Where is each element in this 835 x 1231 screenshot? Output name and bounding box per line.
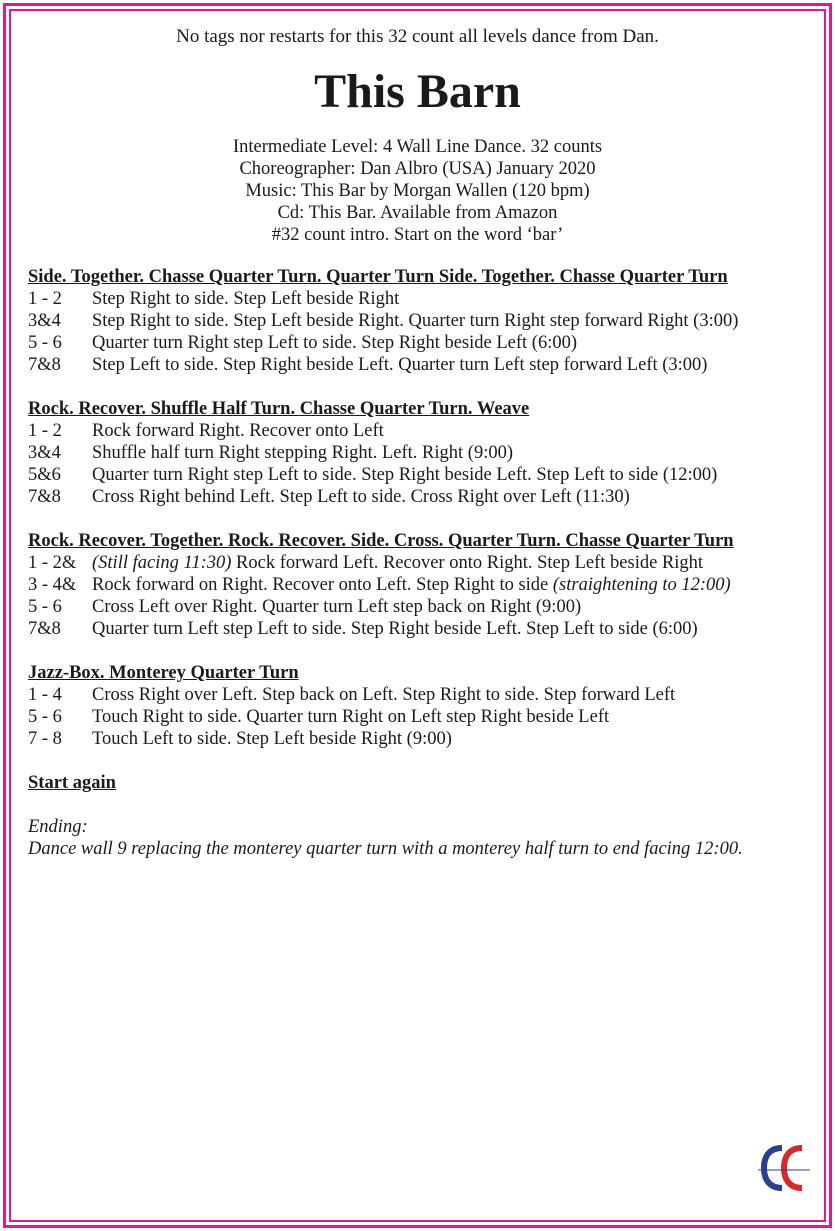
step-text: Touch Left to side. Step Left beside Right (9:00) (92, 729, 452, 749)
step-row (28, 288, 818, 310)
ending-label: Ending: (28, 817, 88, 837)
step-text: Cross Right over Left. Step back on Left. Step Right to side. Step forward Left (92, 685, 676, 705)
step-count: 7&8 (28, 487, 61, 507)
step-row (28, 706, 818, 728)
header-note: No tags nor restarts for this 32 count all levels dance from Dan. (176, 26, 659, 47)
step-row (28, 596, 818, 618)
ending-text: Dance wall 9 replacing the monterey quarter turn with a monterey half turn to end facing 12:00. (28, 839, 743, 859)
step-text: Step Left to side. Step Right beside Left. Quarter turn Left step forward Left (3:00) (92, 355, 708, 375)
info-cd: Cd: This Bar. Available from Amazon (277, 203, 558, 223)
step-text: Rock forward on Right. Recover onto Left. Step Right to side (92, 575, 553, 595)
section-heading: Rock. Recover. Shuffle Half Turn. Chasse Quarter Turn. Weave (28, 399, 530, 419)
step-count: 1 - 2 (28, 421, 62, 441)
dance-info (0, 136, 835, 246)
step-count: 7 - 8 (28, 729, 62, 749)
section-1 (28, 266, 818, 376)
step-text: Quarter turn Left step Left to side. Step Right beside Left. Step Left to side (6:00) (92, 619, 698, 639)
section-heading: Side. Together. Chasse Quarter Turn. Quarter Turn Side. Together. Chasse Quarter Turn (28, 267, 728, 287)
step-row (28, 332, 818, 354)
section-heading: Rock. Recover. Together. Rock. Recover. Side. Cross. Quarter Turn. Chasse Quarter Turn (28, 531, 734, 551)
step-row (28, 486, 818, 508)
step-row (28, 684, 818, 706)
step-row (28, 354, 818, 376)
step-facing-note: (Still facing 11:30) (92, 553, 232, 573)
step-count: 5 - 6 (28, 333, 62, 353)
info-level: Intermediate Level: 4 Wall Line Dance. 32 counts (232, 137, 603, 157)
info-choreographer: Choreographer: Dan Albro (USA) January 2020 (239, 159, 596, 179)
step-count: 5 - 6 (28, 707, 62, 727)
step-text: Rock forward Right. Recover onto Left (92, 421, 384, 441)
step-row (28, 574, 818, 596)
step-facing-note: (straightening to 12:00) (552, 575, 731, 595)
info-music: Music: This Bar by Morgan Wallen (120 bpm) (245, 181, 590, 201)
step-row (28, 420, 818, 442)
step-row (28, 442, 818, 464)
step-text: Touch Right to side. Quarter turn Right on Left step Right beside Left (92, 707, 610, 727)
step-text: Shuffle half turn Right stepping Right. Left. Right (9:00) (92, 443, 514, 463)
step-count: 1 - 2& (28, 553, 77, 573)
step-text: Cross Right behind Left. Step Left to side. Cross Right over Left (11:30) (92, 487, 630, 507)
dance-title: This Barn (314, 65, 521, 118)
step-text: Quarter turn Right step Left to side. Step Right beside Left (6:00) (92, 333, 578, 353)
step-count: 1 - 2 (28, 289, 62, 309)
step-row (28, 310, 818, 332)
step-text: Quarter turn Right step Left to side. Step Right beside Left. Step Left to side (12:00) (92, 465, 718, 485)
step-sheet (28, 266, 818, 860)
step-text: Step Right to side. Step Left beside Right (92, 289, 400, 309)
step-text: Step Right to side. Step Left beside Right. Quarter turn Right step forward Right (3:00) (92, 311, 739, 331)
step-count: 3 - 4& (28, 575, 77, 595)
section-heading: Jazz-Box. Monterey Quarter Turn (28, 663, 299, 683)
step-count: 7&8 (28, 355, 61, 375)
step-text: Cross Left over Right. Quarter turn Left step back on Right (9:00) (92, 597, 582, 617)
step-row (28, 552, 818, 574)
step-row (28, 728, 818, 750)
info-intro: #32 count intro. Start on the word ‘bar’ (271, 225, 564, 245)
step-count: 1 - 4 (28, 685, 62, 705)
step-count: 5&6 (28, 465, 61, 485)
step-count: 3&4 (28, 443, 61, 463)
start-again: Start again (28, 773, 116, 793)
cc-logo-icon (758, 1140, 810, 1196)
section-4 (28, 662, 818, 750)
step-count: 5 - 6 (28, 597, 62, 617)
step-count: 7&8 (28, 619, 61, 639)
section-2 (28, 398, 818, 508)
step-count: 3&4 (28, 311, 61, 331)
section-3 (28, 530, 818, 640)
step-row (28, 464, 818, 486)
step-row (28, 618, 818, 640)
step-text: Rock forward Left. Recover onto Right. Step Left beside Right (231, 553, 704, 573)
